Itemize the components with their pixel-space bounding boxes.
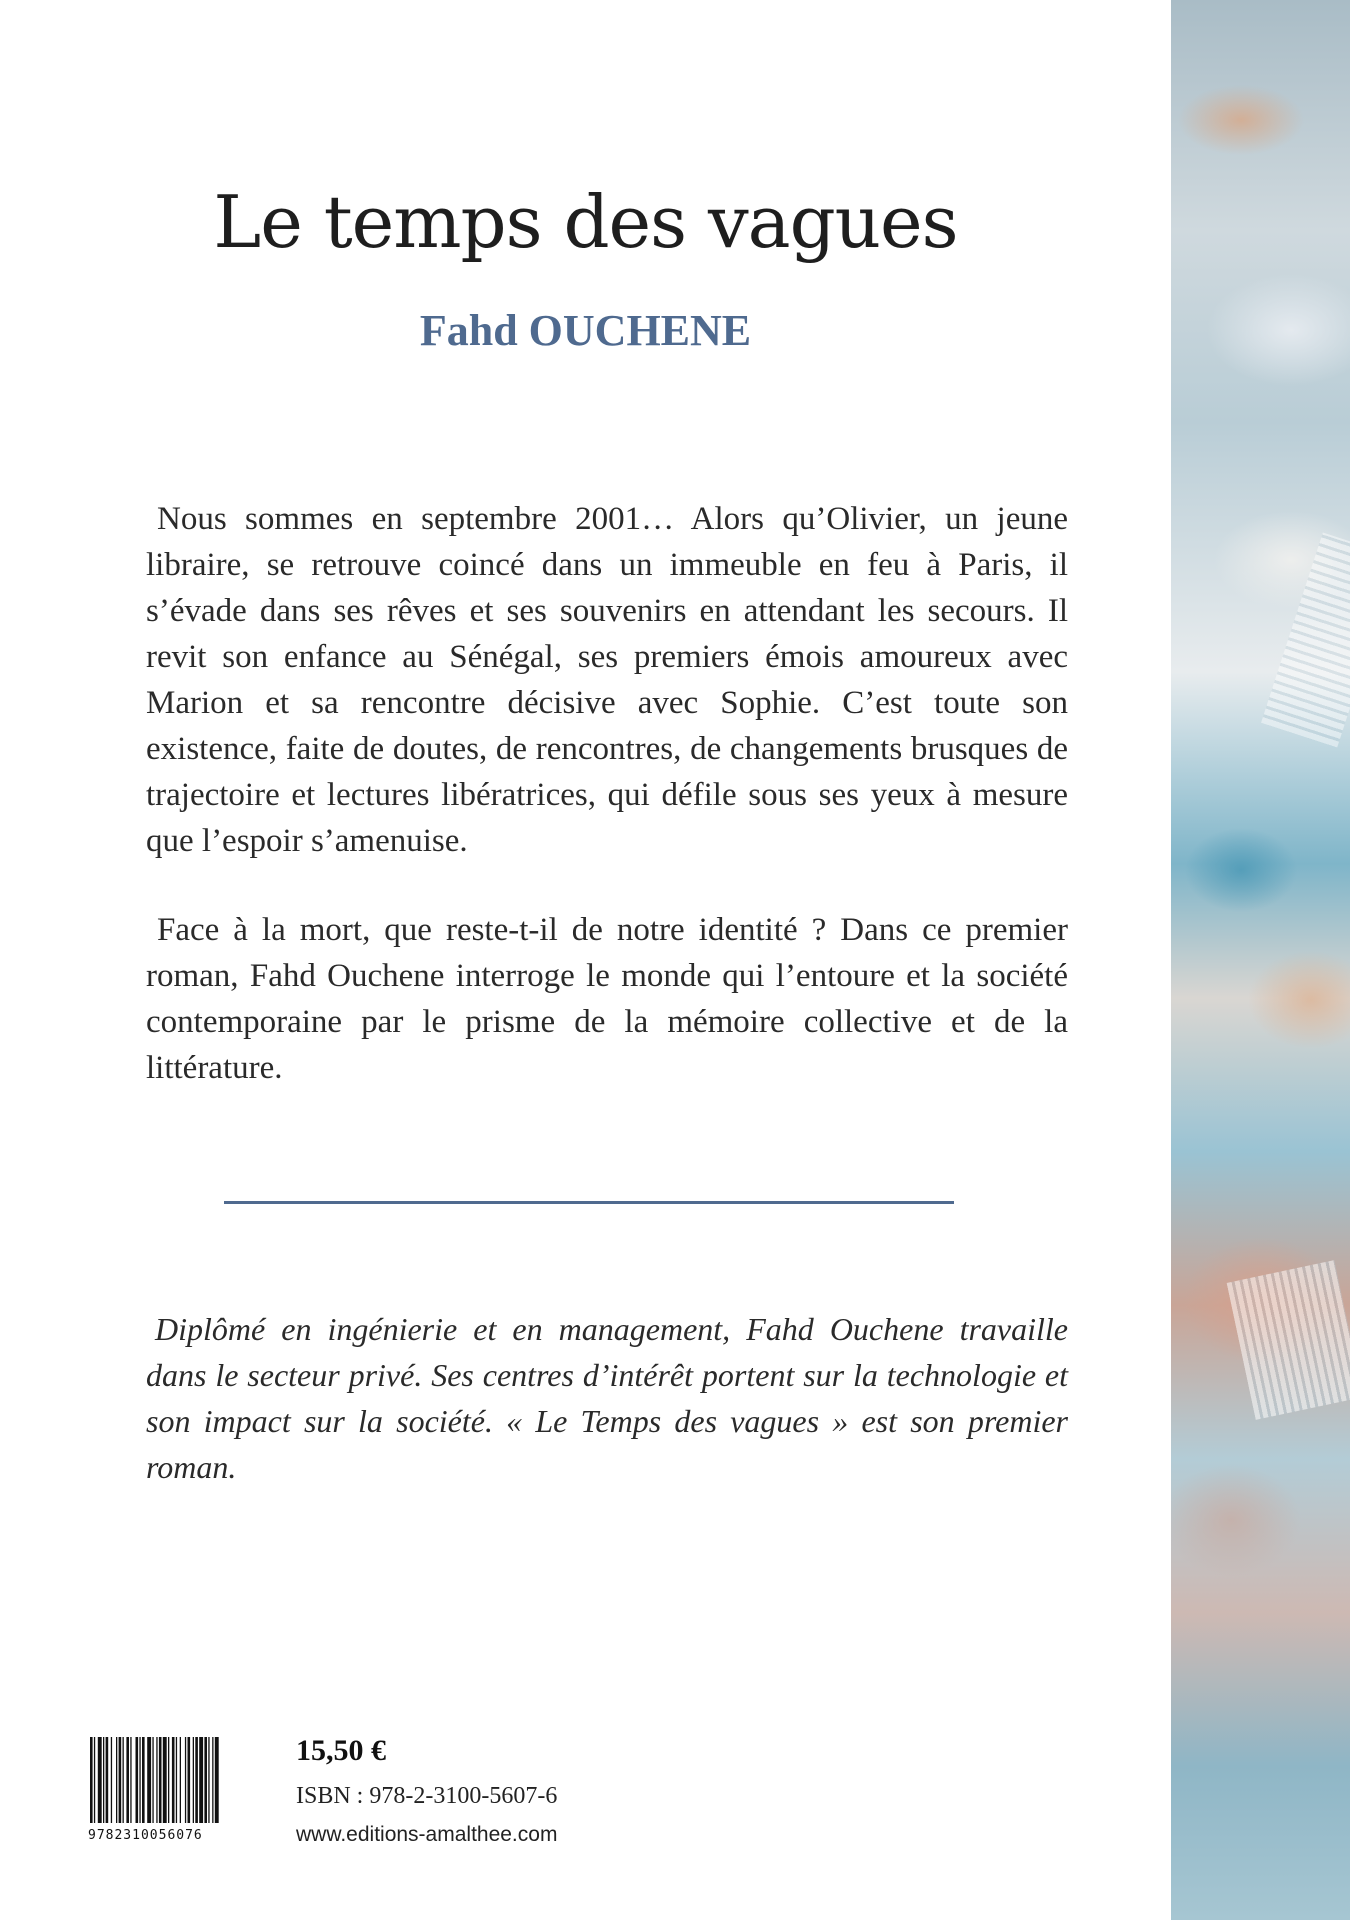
barcode-number: 9782310056076 — [88, 1828, 203, 1843]
barcode-bar — [119, 1737, 122, 1823]
barcode-bar — [185, 1737, 186, 1823]
book-title: Le temps des vagues — [213, 180, 958, 264]
barcode-bar — [215, 1737, 219, 1823]
barcode-bar — [193, 1737, 194, 1823]
barcode-icon — [88, 1737, 268, 1823]
barcode-bar — [172, 1737, 175, 1823]
barcode-bar — [111, 1737, 112, 1823]
price-label: 15,50 € — [296, 1734, 386, 1767]
blurb-paragraph-1: Nous sommes en septembre 2001… Alors qu’Olivier, un jeune libraire, se retrouve coincé dans un immeuble en feu à Paris, il s’évade dans ses rêves et ses souvenirs en attendant les secours. Il revit son enfance au Sénégal, ses premiers émois amoureux avec Marion et sa rencontre décisive avec Sophie. C’est toute son existence, faite de doutes, de rencontres, de changements brusques de trajectoire et lectures libératrices, qui défile sous ses yeux à mesure que l’espoir s’amenuise. — [146, 501, 1068, 859]
barcode-bar — [208, 1737, 209, 1823]
barcode-bar — [90, 1737, 93, 1823]
book-author: Fahd OUCHENE — [419, 306, 752, 355]
barcode-bar — [103, 1737, 104, 1823]
publisher-website-link[interactable]: www.editions-amalthee.com — [296, 1823, 558, 1846]
barcode-bar — [152, 1737, 153, 1823]
barcode-bar — [147, 1737, 151, 1823]
barcode-bar — [123, 1737, 124, 1823]
barcode-bar — [156, 1737, 157, 1823]
barcode-bar — [136, 1737, 139, 1823]
author-bio: Diplômé en ingénierie et en management, Fahd Ouchene travaille dans le secteur privé. Ses centres d’intérêt portent sur la technologie et son impact sur la société. « Le Temps des vagues » est son premier roman. — [146, 1311, 1068, 1485]
barcode-bar — [204, 1737, 207, 1823]
barcode-bar — [98, 1737, 102, 1823]
barcode-bar — [106, 1737, 109, 1823]
barcode-bar — [159, 1737, 162, 1823]
barcode-bar — [168, 1737, 169, 1823]
barcode-bar — [139, 1737, 140, 1823]
barcode-bar — [195, 1737, 198, 1823]
barcode-bar — [212, 1737, 213, 1823]
barcode-bar — [199, 1737, 203, 1823]
barcode-bar — [126, 1737, 129, 1823]
isbn-label: ISBN : 978-2-3100-5607-6 — [296, 1783, 558, 1809]
barcode-bar — [188, 1737, 191, 1823]
barcode-bar — [163, 1737, 167, 1823]
cover-image-strip — [1171, 0, 1350, 1920]
barcode-bar — [180, 1737, 181, 1823]
barcode-bar — [116, 1737, 117, 1823]
barcode-bar — [130, 1737, 131, 1823]
barcode-bar — [142, 1737, 145, 1823]
barcode-bar — [94, 1737, 95, 1823]
blurb-paragraph-2: Face à la mort, que reste-t-il de notre identité ? Dans ce premier roman, Fahd Ouchene interroge le monde qui l’entoure et la société contemporaine par le prisme de la mémoire collective et de la littérature. — [146, 912, 1068, 1086]
barcode-bar — [176, 1737, 177, 1823]
section-divider — [224, 1201, 954, 1204]
